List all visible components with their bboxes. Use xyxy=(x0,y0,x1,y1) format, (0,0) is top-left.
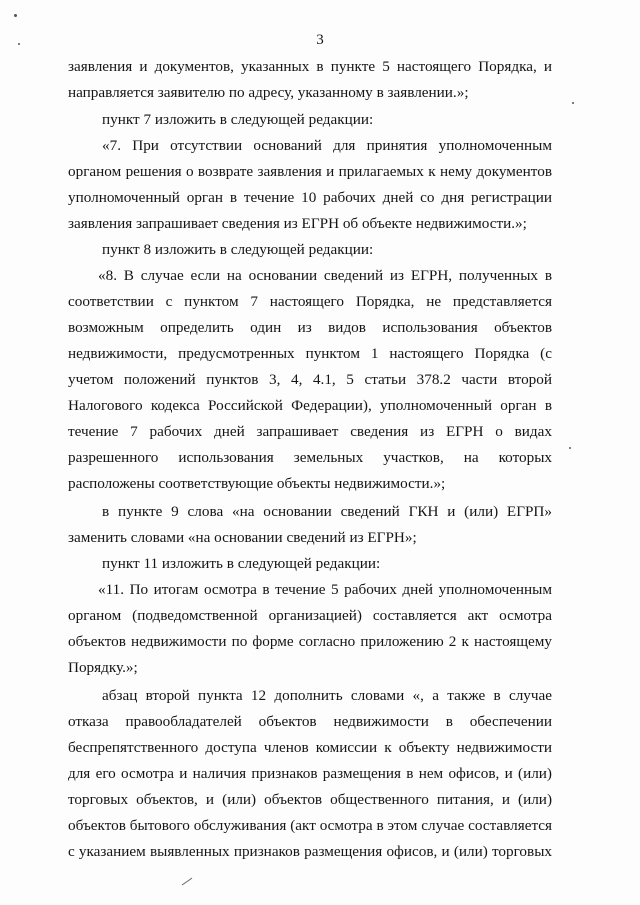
text-line: заявления запрашивает сведения из ЕГРН об объекте недвижимости.»; xyxy=(68,215,527,232)
text-line: отказа правообладателей объектов недвижимости в обеспечении xyxy=(68,713,552,730)
text-line: Порядку.»; xyxy=(68,659,138,676)
pen-mark xyxy=(181,877,193,887)
text-line: возможным определить один из видов использования объектов xyxy=(68,319,552,336)
page-number: 3 xyxy=(316,32,324,48)
text-line: объектов недвижимости по форме согласно приложению 2 к настоящему xyxy=(68,633,552,650)
text-line: пункт 8 изложить в следующей редакции: xyxy=(102,241,374,258)
text-line: пункт 11 изложить в следующей редакции: xyxy=(102,555,381,572)
text-line: учетом положений пунктов 3, 4, 4.1, 5 статьи 378.2 части второй xyxy=(68,371,552,388)
scan-speck xyxy=(572,102,574,104)
text-line: беспрепятственного доступа членов комиссии к объекту недвижимости xyxy=(68,739,552,756)
text-line: недвижимости, предусмотренных пунктом 1 настоящего Порядка (с xyxy=(68,345,552,362)
text-line: расположены соответствующие объекты недвижимости.»; xyxy=(68,475,446,492)
text-line: с указанием выявленных признаков размещения офисов, и (или) торговых xyxy=(68,843,552,860)
text-line: соответствии с пунктом 7 настоящего Порядка, не представляется xyxy=(68,293,552,310)
text-line: пункт 7 изложить в следующей редакции: xyxy=(102,111,374,128)
text-line: заявления и документов, указанных в пункте 5 настоящего Порядка, и xyxy=(68,58,552,75)
text-line: течение 7 рабочих дней запрашивает сведения из ЕГРН о видах xyxy=(68,423,552,440)
text-line: Налогового кодекса Российской Федерации), уполномоченный орган в xyxy=(68,397,552,414)
text-line: объектов бытового обслуживания (акт осмотра в этом случае составляется xyxy=(68,817,552,834)
text-line: органом (подведомственной организацией) составляется акт осмотра xyxy=(68,607,552,624)
scan-speck xyxy=(569,447,571,449)
scan-speck xyxy=(18,43,20,45)
text-line: уполномоченный орган в течение 10 рабочих дней со дня регистрации xyxy=(68,189,552,206)
text-line: для его осмотра и наличия признаков размещения в нем офисов, и (или) xyxy=(68,765,552,782)
text-line: «11. По итогам осмотра в течение 5 рабочих дней уполномоченным xyxy=(98,581,552,598)
text-line: в пункте 9 слова «на основании сведений ГКН и (или) ЕГРП» xyxy=(102,503,552,520)
scan-speck xyxy=(14,14,17,17)
text-line: «7. При отсутствии оснований для принятия уполномоченным xyxy=(102,137,552,154)
text-line: торговых объектов, и (или) объектов общественного питания, и (или) xyxy=(68,791,552,808)
text-line: «8. В случае если на основании сведений из ЕГРН, полученных в xyxy=(98,267,552,284)
text-line: заменить словами «на основании сведений из ЕГРН»; xyxy=(68,529,417,546)
text-line: органом решения о возврате заявления и прилагаемых к нему документов xyxy=(68,163,552,180)
text-line: абзац второй пункта 12 дополнить словами «, а также в случае xyxy=(102,687,552,704)
text-line: разрешенного использования земельных участков, на которых xyxy=(68,449,552,466)
text-line: направляется заявителю по адресу, указанному в заявлении.»; xyxy=(68,84,469,101)
